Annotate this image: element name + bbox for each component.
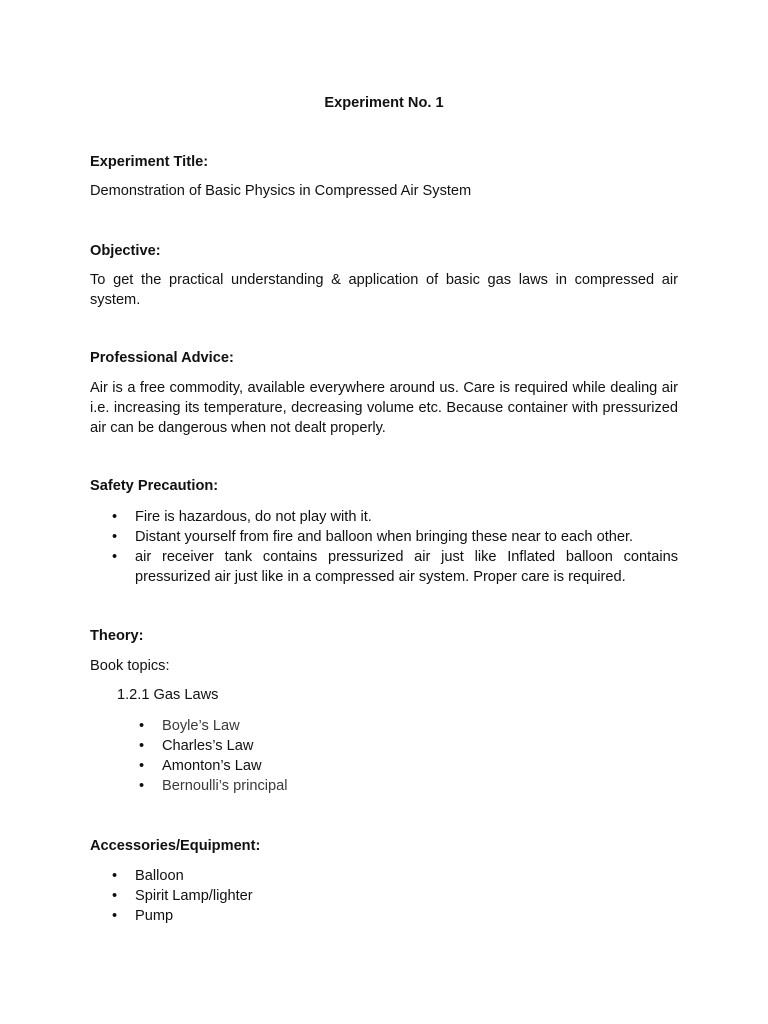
safety-item-text: air receiver tank contains pressurized air just like Inflated balloon contains pressurized air just like in a compressed air system. Proper care is required. [135, 549, 678, 585]
experiment-title-heading: Experiment Title: [90, 154, 209, 170]
page-title: Experiment No. 1 [324, 95, 444, 111]
safety-item-text: Distant yourself from fire and balloon when bringing these near to each other. [135, 529, 634, 545]
safety-precaution-list [90, 507, 678, 587]
gas-law-item: Boyle’s Law [162, 718, 240, 734]
safety-precaution-heading: Safety Precaution: [90, 478, 219, 494]
objective-text [90, 270, 678, 310]
gas-laws-list [117, 716, 517, 796]
theory-heading: Theory: [90, 628, 144, 644]
list-item [90, 527, 678, 547]
objective-line-1: To get the practical understanding & application of basic gas laws in compressed air [90, 272, 678, 288]
gas-law-item: Bernoulli’s principal [162, 778, 288, 794]
list-item [90, 866, 678, 886]
bullet-icon: • [139, 778, 145, 794]
professional-advice-text: Air is a free commodity, available everywhere around us. Care is required while dealing air i.e. increasing its temperature, decreasing volume etc. Because container with pressurized air can be dangerous when not dealt properly. [90, 380, 678, 436]
bullet-icon: • [112, 908, 118, 924]
bullet-icon: • [139, 758, 145, 774]
list-item [117, 756, 517, 776]
safety-item-text: Fire is hazardous, do not play with it. [135, 509, 372, 525]
bullet-icon: • [112, 868, 118, 884]
bullet-icon: • [112, 888, 118, 904]
gas-law-item: Charles’s Law [162, 738, 254, 754]
list-item [90, 547, 678, 587]
list-item [90, 886, 678, 906]
professional-advice-heading: Professional Advice: [90, 350, 234, 366]
bullet-icon: • [112, 529, 118, 545]
bullet-icon: • [139, 718, 145, 734]
list-item [117, 716, 517, 736]
experiment-title-text: Demonstration of Basic Physics in Compressed Air System [90, 183, 472, 199]
equipment-item: Pump [135, 908, 174, 924]
objective-heading: Objective: [90, 243, 161, 259]
bullet-icon: • [112, 549, 118, 565]
list-item [90, 507, 678, 527]
bullet-icon: • [139, 738, 145, 754]
gas-laws-section: 1.2.1 Gas Laws [117, 687, 219, 703]
equipment-heading: Accessories/Equipment: [90, 838, 261, 854]
list-item [90, 906, 678, 926]
gas-law-item: Amonton’s Law [162, 758, 262, 774]
bullet-icon: • [112, 509, 118, 525]
objective-line-2: system. [90, 292, 141, 308]
list-item [117, 776, 517, 796]
equipment-item: Balloon [135, 868, 184, 884]
equipment-item: Spirit Lamp/lighter [135, 888, 253, 904]
book-topics-label: Book topics: [90, 658, 170, 674]
equipment-list [90, 866, 678, 926]
list-item [117, 736, 517, 756]
